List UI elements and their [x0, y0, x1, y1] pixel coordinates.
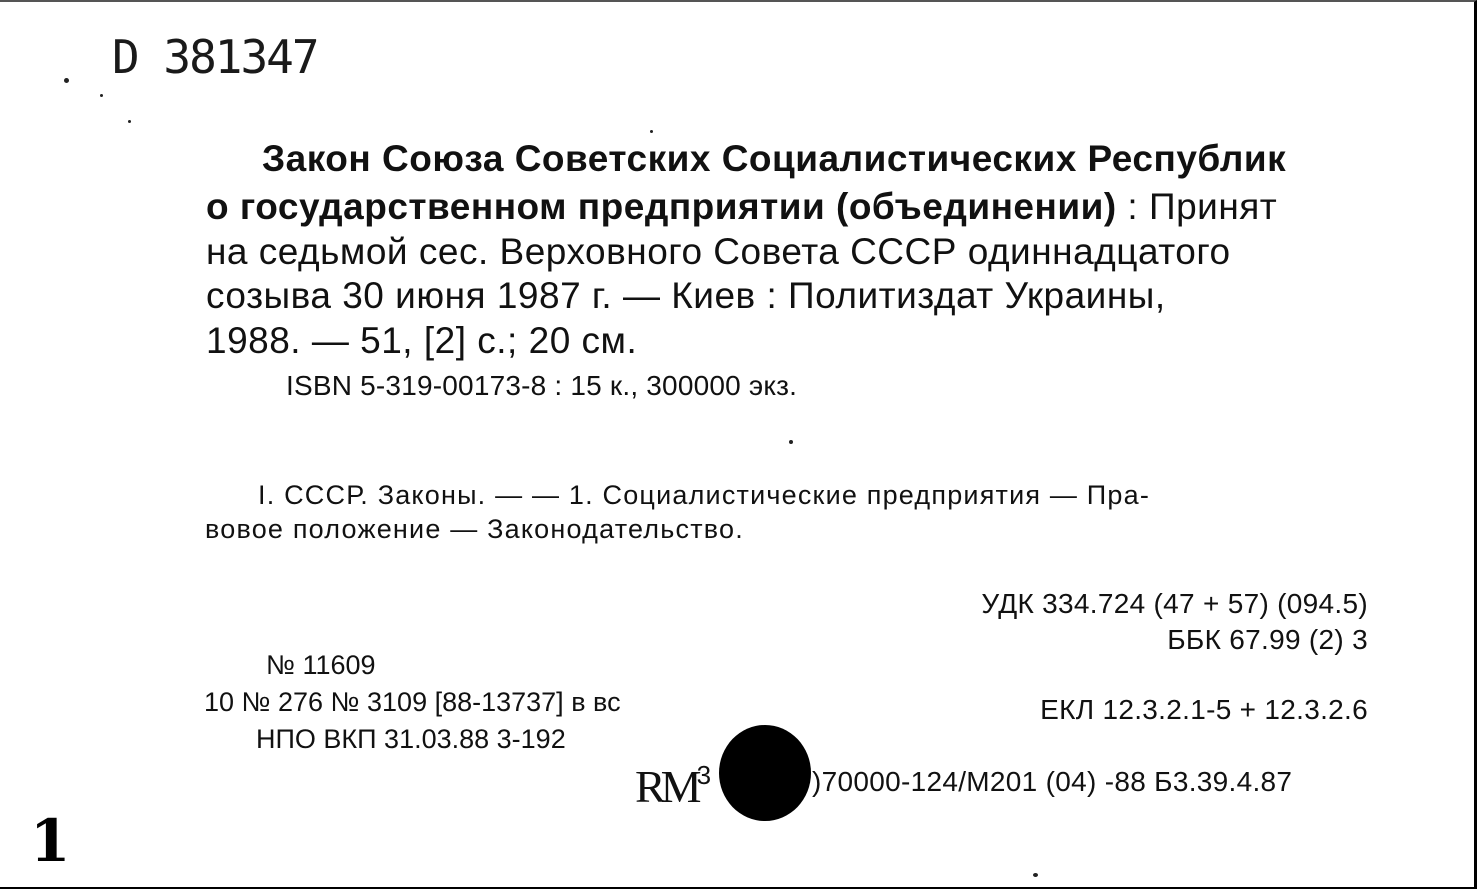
imprint-code: )70000-124/М201 (04) -88 Б3.39.4.87	[812, 766, 1293, 797]
card-number: № 11609	[266, 650, 376, 680]
speck	[128, 120, 131, 123]
speck	[64, 78, 69, 83]
isbn-line: ISBN 5-319-00173-8 : 15 к., 300000 экз.	[286, 370, 798, 401]
npo-line: НПО ВКП 31.03.88 3-192	[256, 724, 566, 754]
title-line-2	[206, 186, 1277, 228]
udk-code: УДК 334.724 (47 + 57) (094.5)	[981, 588, 1368, 619]
speck	[789, 440, 793, 444]
order-line: 10 № 276 № 3109 [88-13737] в вс	[204, 687, 621, 717]
rm-mark	[635, 760, 711, 813]
bbk-code: ББК 67.99 (2) 3	[1167, 624, 1368, 655]
speck	[1033, 873, 1038, 877]
subject-line-1: I. СССР. Законы. — — 1. Социалистические предприятия — Пра-	[258, 480, 1151, 510]
speck	[100, 94, 103, 97]
rm-label: RM	[635, 761, 697, 812]
description-line-1: на седьмой сес. Верховного Совета СССР одиннадцатого	[206, 231, 1231, 272]
call-number: D 381347	[112, 30, 318, 84]
title-line-2-bold: о государственном предприятии (объединении)	[206, 186, 1117, 227]
title-tail: : Принят	[1116, 186, 1278, 227]
description-line-2: созыва 30 июня 1987 г. — Киев : Политиздат Украины,	[206, 275, 1166, 316]
description-line-3: 1988. — 51, [2] с.; 20 см.	[206, 320, 638, 361]
speck	[650, 130, 653, 133]
handwritten-mark: 1	[30, 807, 71, 875]
rm-superscript: 3	[696, 760, 712, 790]
ink-blot	[719, 725, 811, 821]
ekl-code: ЕКЛ 12.3.2.1-5 + 12.3.2.6	[1040, 694, 1368, 725]
title-line-1: Закон Союза Советских Социалистических Республик	[262, 138, 1287, 179]
subject-line-2: вовое положение — Законодательство.	[205, 514, 744, 544]
